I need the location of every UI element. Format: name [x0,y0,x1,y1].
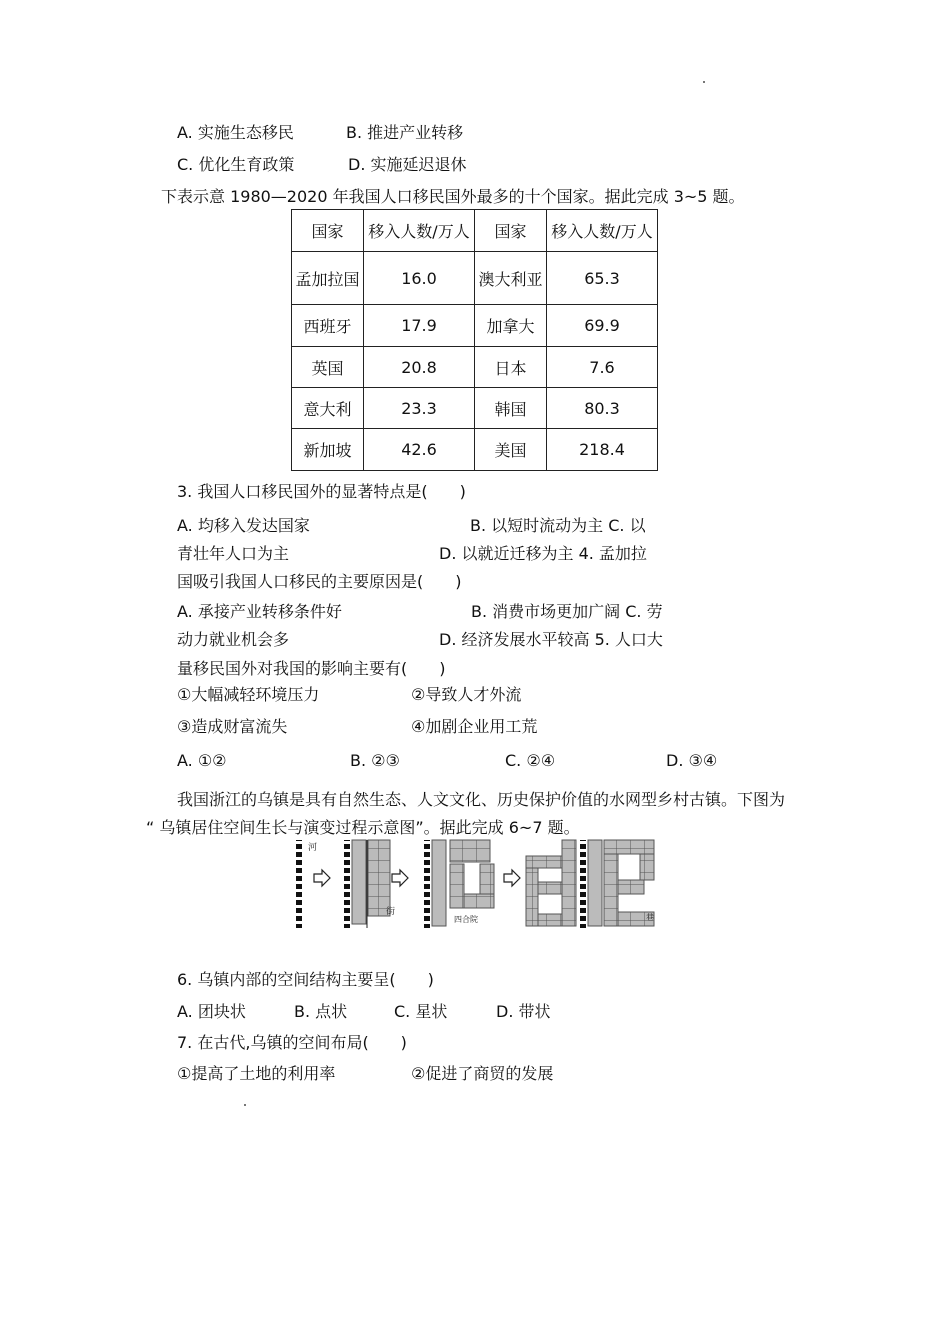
river-label: 河 [308,843,318,853]
table-cell: 23.3 [364,388,475,429]
river-stage-4 [580,840,586,928]
q5-statement-2: ②导致人才外流 [411,685,522,704]
table-cell: 20.8 [364,347,475,388]
building-block [464,894,494,908]
table-cell: 加拿大 [475,305,547,347]
building-block [352,840,366,924]
wuzhen-evolution-diagram [294,836,658,932]
table-cell: 42.6 [364,429,475,471]
building-block [562,840,576,926]
q4-option-c-cont[interactable]: 动力就业机会多 [177,630,290,649]
table-header-cell: 移入人数/万人 [364,210,475,252]
building-block [618,880,644,894]
q4-option-a[interactable]: A. 承接产业转移条件好 [177,602,342,621]
table-cell: 16.0 [364,252,475,305]
river-stage-2 [344,840,350,928]
q6-option-a[interactable]: A. 团块状 [177,1002,246,1021]
table-cell: 孟加拉国 [292,252,364,305]
table-header-cell: 国家 [475,210,547,252]
river-stage-3 [424,840,430,928]
intro-3-5: 下表示意 1980—2020 年我国人口移民国外最多的十个国家。据此完成 3~5 题。 [161,187,745,206]
arrow-icon [504,870,520,886]
q5-option-d[interactable]: D. ③④ [666,751,718,770]
speck-top-right [703,81,705,83]
table-cell: 7.6 [547,347,658,388]
q3-stem: 3. 我国人口移民国外的显著特点是( ) [177,482,466,501]
building-block [588,840,602,926]
q2-option-b[interactable]: B. 推进产业转移 [346,123,464,142]
intro-6-7-line2: “ 乌镇居住空间生长与演变过程示意图”。据此完成 6~7 题。 [146,818,580,837]
table-row [292,388,658,429]
q6-option-d[interactable]: D. 带状 [496,1002,551,1021]
q2-option-d[interactable]: D. 实施延迟退休 [348,155,467,174]
q2-option-a[interactable]: A. 实施生态移民 [177,123,294,142]
q7-statement-1: ①提高了土地的利用率 [177,1064,336,1083]
table-cell: 218.4 [547,429,658,471]
building-block [538,882,564,894]
arrow-icon [392,870,408,886]
q6-option-c[interactable]: C. 星状 [394,1002,448,1021]
table-header-cell: 国家 [292,210,364,252]
building-block [450,840,490,862]
q5-option-c[interactable]: C. ②④ [505,751,556,770]
street-label: 街 [386,907,396,917]
table-cell: 澳大利亚 [475,252,547,305]
table-cell: 17.9 [364,305,475,347]
q3-option-a[interactable]: A. 均移入发达国家 [177,516,310,535]
building-block [450,864,464,908]
table-row [292,429,658,471]
table-cell: 英国 [292,347,364,388]
q6-stem: 6. 乌镇内部的空间结构主要呈( ) [177,970,434,989]
q5-statement-4: ④加剧企业用工荒 [411,717,538,736]
table-row [292,252,658,305]
q5-option-a[interactable]: A. ①② [177,751,227,770]
building-block [480,864,494,894]
table-cell: 65.3 [547,252,658,305]
table-row [292,305,658,347]
q3-option-c-cont[interactable]: 青壮年人口为主 [177,544,290,563]
table-cell: 新加坡 [292,429,364,471]
q2-option-c[interactable]: C. 优化生育政策 [177,155,295,174]
q5-stem: 量移民国外对我国的影响主要有( ) [177,659,446,678]
building-block [432,840,446,926]
q5-statement-3: ③造成财富流失 [177,717,288,736]
q7-stem: 7. 在古代,乌镇的空间布局( ) [177,1033,407,1052]
q3-option-b[interactable]: B. 以短时流动为主 C. 以 [470,516,646,535]
q4-stem: 国吸引我国人口移民的主要原因是( ) [177,572,462,591]
speck-bottom [244,1104,246,1106]
building-block [526,868,538,926]
table-cell: 69.9 [547,305,658,347]
table-cell: 意大利 [292,388,364,429]
courtyard-label: 四合院 [454,915,478,924]
building-block [538,914,564,926]
table-cell: 80.3 [547,388,658,429]
intro-6-7-line1: 我国浙江的乌镇是具有自然生态、人文文化、历史保护价值的水网型乡村古镇。下图为 [177,790,786,809]
table-row [292,347,658,388]
river-stage-1 [296,840,302,928]
building-block [604,840,654,854]
lane-label: 巷 [646,913,654,922]
building-block [604,854,618,926]
building-block [368,840,390,916]
table-cell: 韩国 [475,388,547,429]
q6-option-b[interactable]: B. 点状 [294,1002,348,1021]
building-block [640,854,654,880]
table-cell: 西班牙 [292,305,364,347]
table-header-cell: 移入人数/万人 [547,210,658,252]
q3-option-d[interactable]: D. 以就近迁移为主 4. 孟加拉 [439,544,647,563]
arrow-icon [314,870,330,886]
q7-statement-2: ②促进了商贸的发展 [411,1064,554,1083]
q5-option-b[interactable]: B. ②③ [350,751,400,770]
table-cell: 美国 [475,429,547,471]
q4-option-d[interactable]: D. 经济发展水平较高 5. 人口大 [439,630,663,649]
table-cell: 日本 [475,347,547,388]
q4-option-b[interactable]: B. 消费市场更加广阔 C. 劳 [471,602,663,621]
q5-statement-1: ①大幅减轻环境压力 [177,685,320,704]
migration-table [291,209,658,471]
table-header-row [292,210,658,252]
